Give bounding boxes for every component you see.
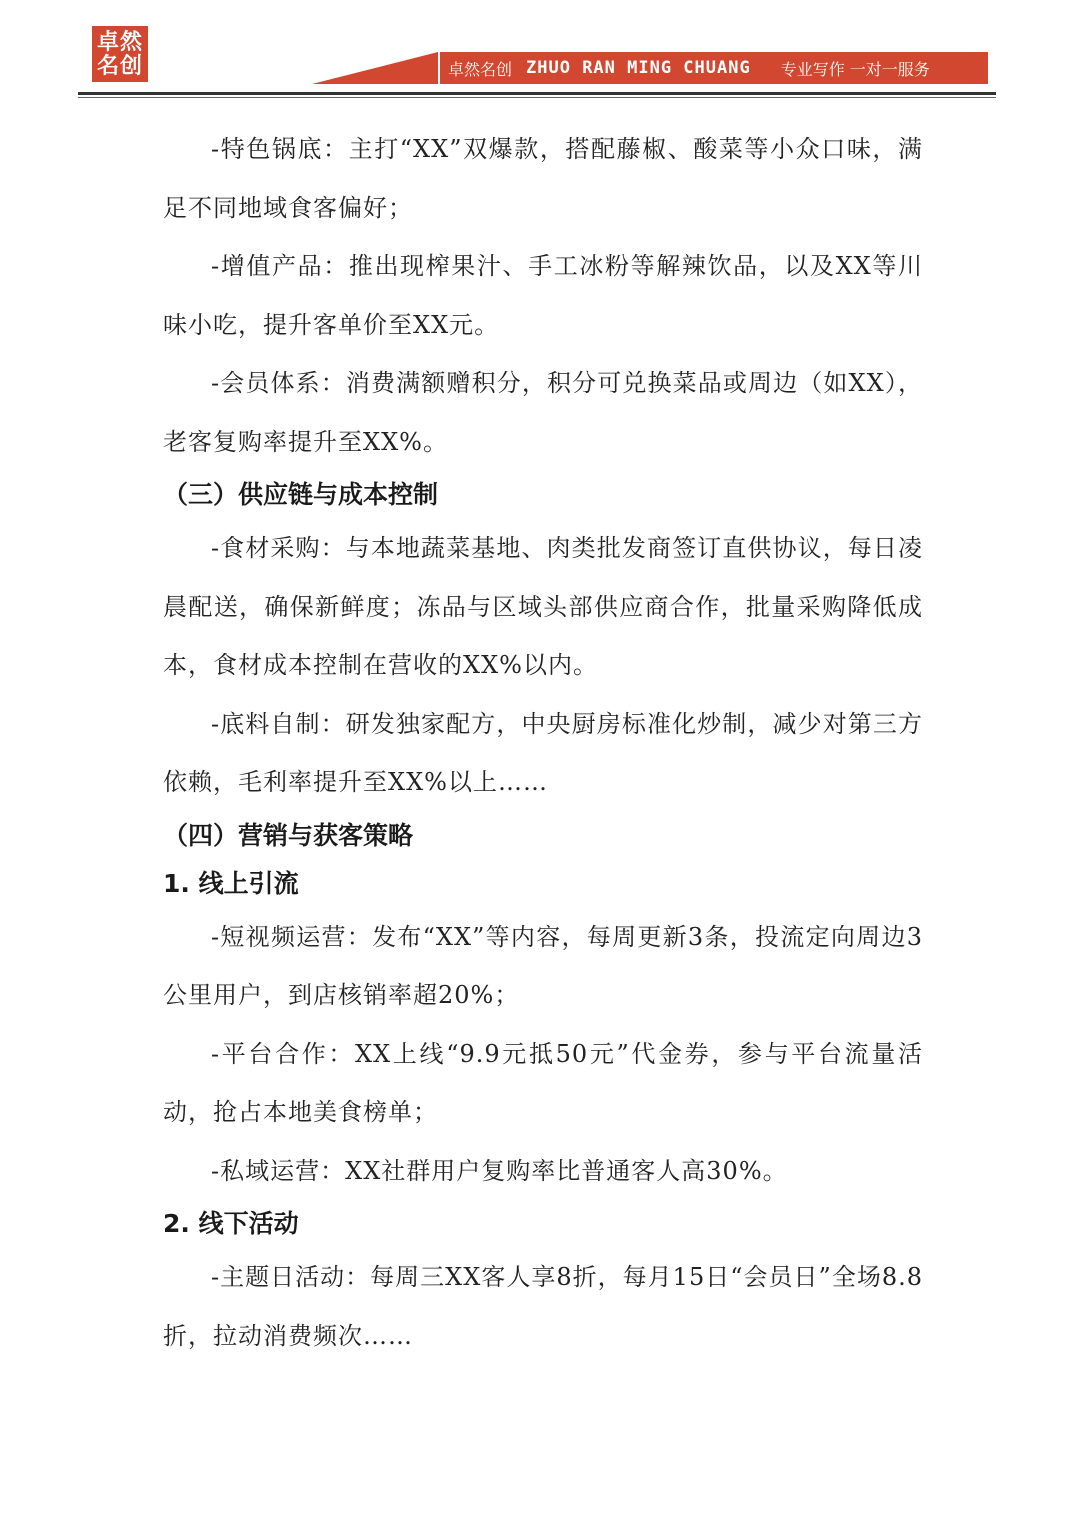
document-body — [163, 120, 923, 1365]
subheading-online: 1. 线上引流 — [163, 868, 299, 898]
logo — [92, 26, 148, 82]
paragraph-short-video: -短视频运营：发布“XX”等内容，每周更新3条，投流定向周边3公里用户，到店核销率超20%； — [163, 922, 923, 1009]
section-heading-supply-chain: （三）供应链与成本控制 — [163, 480, 439, 509]
banner-separator — [438, 52, 440, 84]
brand-name-cn: 卓然名创 — [448, 59, 513, 79]
paragraph-membership: -会员体系：消费满额赠积分，积分可兑换菜品或周边（如XX），老客复购率提升至XX%。 — [163, 369, 923, 456]
header-rule-thin — [78, 97, 996, 98]
paragraph-value-added-products: -增值产品：推出现榨果汁、手工冰粉等解辣饮品，以及XX等川味小吃，提升客单价至XX元。 — [163, 252, 923, 339]
paragraph-special-broth: -特色锅底：主打“XX”双爆款，搭配藤椒、酸菜等小众口味，满足不同地域食客偏好； — [163, 135, 923, 222]
paragraph-base-production: -底料自制：研发独家配方，中央厨房标准化炒制，减少对第三方依赖，毛利率提升至XX%以上…… — [163, 709, 923, 796]
paragraph-private-domain: -私域运营：XX社群用户复购率比普通客人高30%。 — [211, 1156, 788, 1185]
subheading-offline: 2. 线下活动 — [163, 1209, 299, 1238]
brand-slogan: 专业写作 一对一服务 — [780, 59, 930, 79]
logo-text-bottom: 名创 — [96, 53, 143, 79]
header-rule — [78, 92, 996, 95]
paragraph-ingredient-purchase: -食材采购：与本地蔬菜基地、肉类批发商签订直供协议，每日凌晨配送，确保新鲜度；冻品与区域头部供应商合作，批量采购降低成本，食材成本控制在营收的XX%以内。 — [163, 534, 923, 679]
banner-wedge — [312, 52, 438, 84]
section-heading-marketing: （四）营销与获客策略 — [163, 820, 414, 850]
paragraph-theme-day: -主题日活动：每周三XX客人享8折，每月15日“会员日”全场8.8折，拉动消费频次…… — [163, 1263, 923, 1350]
brand-name-en: ZHUO RAN MING CHUANG — [526, 58, 751, 78]
header-banner — [438, 52, 988, 84]
logo-text-top: 卓然 — [96, 29, 143, 55]
paragraph-platform: -平台合作：XX上线“9.9元抵50元”代金券，参与平台流量活动，抢占本地美食榜单； — [163, 1039, 923, 1126]
